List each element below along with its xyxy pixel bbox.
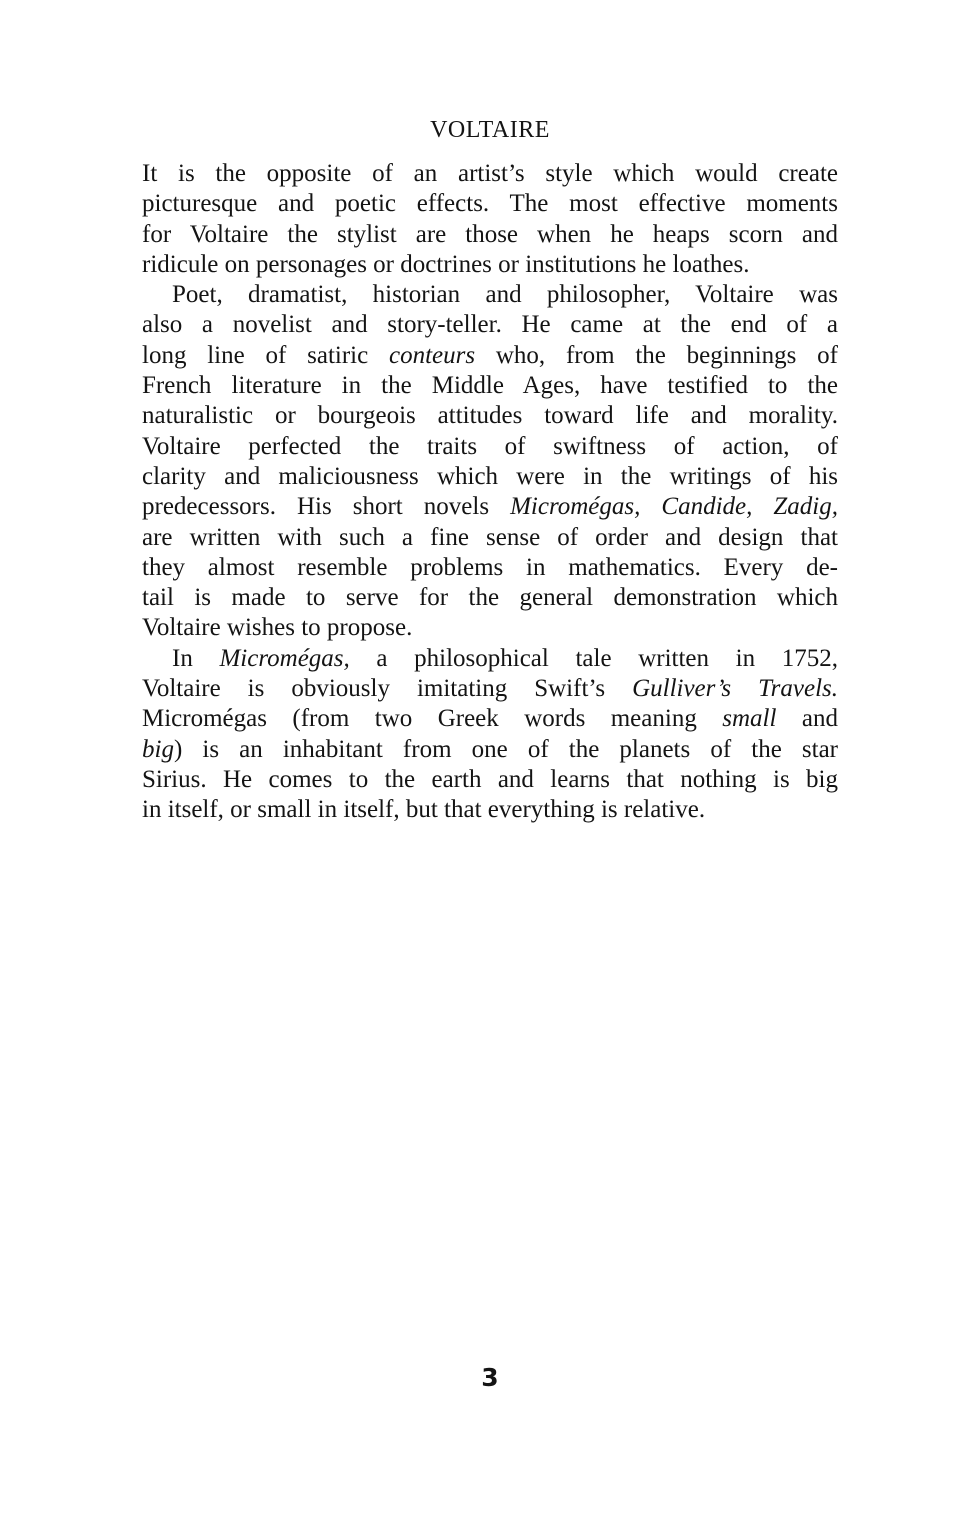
text-run: predecessors. His short novels bbox=[142, 493, 511, 521]
text-line bbox=[142, 159, 838, 189]
text-line bbox=[142, 310, 838, 340]
text-run: and bbox=[776, 705, 838, 733]
text-line bbox=[142, 583, 838, 613]
text-run: long line of satiric bbox=[142, 341, 389, 369]
text-line bbox=[142, 492, 838, 522]
text-run: picturesque and poetic effects. The most effective moments bbox=[142, 190, 838, 218]
text-run: Voltaire is obviously imitating Swift’s bbox=[142, 675, 633, 703]
text-run: It is the opposite of an artist’s style which would create bbox=[142, 160, 838, 187]
text-run: Micromégas (from two Greek words meaning bbox=[142, 705, 723, 733]
text-run: also a novelist and story-teller. He came at the end of a bbox=[142, 311, 838, 339]
text-run: they almost resemble problems in mathematics. Every de- bbox=[142, 553, 838, 581]
text-run: Sirius. He comes to the earth and learns that nothing is big bbox=[142, 765, 838, 793]
text-line bbox=[142, 280, 838, 310]
text-run: Poet, dramatist, historian and philosopher, Voltaire was bbox=[172, 281, 838, 309]
text-run: clarity and maliciousness which were in the writings of his bbox=[142, 462, 838, 490]
text-line bbox=[142, 644, 838, 674]
italic-text: Micromégas, bbox=[219, 644, 350, 672]
text-line bbox=[142, 220, 838, 250]
text-line bbox=[142, 462, 838, 492]
text-line bbox=[142, 674, 838, 704]
text-run: are written with such a fine sense of order and design that bbox=[142, 523, 838, 551]
text-run: for Voltaire the stylist are those when he heaps scorn and bbox=[142, 220, 838, 248]
text-line bbox=[142, 553, 838, 583]
text-run: tail is made to serve for the general demonstration which bbox=[142, 584, 838, 612]
text-line bbox=[142, 795, 838, 825]
text-run: In bbox=[172, 644, 220, 672]
text-run: who, from the beginnings of bbox=[475, 341, 839, 369]
text-run: in itself, or small in itself, but that everything is relative. bbox=[142, 796, 706, 824]
text-line bbox=[142, 189, 838, 219]
text-line bbox=[142, 371, 838, 401]
text-line bbox=[142, 250, 838, 280]
text-line bbox=[142, 523, 838, 553]
running-head: VOLTAIRE bbox=[430, 117, 550, 143]
text-run: naturalistic or bourgeois attitudes toward life and morality. bbox=[142, 402, 838, 430]
italic-text: conteurs bbox=[388, 341, 476, 369]
italic-text: Gulliver’s Travels. bbox=[632, 675, 838, 703]
text-line bbox=[142, 401, 838, 431]
text-line bbox=[142, 613, 838, 643]
text-line bbox=[142, 735, 838, 765]
text-run: ) is an inhabitant from one of the planets of the star bbox=[173, 735, 838, 763]
text-run: a philosophical tale written in 1752, bbox=[349, 644, 838, 672]
text-run: Voltaire perfected the traits of swiftness of action, of bbox=[142, 432, 838, 460]
body-text bbox=[142, 159, 838, 826]
text-line bbox=[142, 341, 838, 371]
italic-text: Micromégas, Candide, Zadig, bbox=[510, 493, 838, 521]
text-line bbox=[142, 765, 838, 795]
italic-text: small bbox=[722, 705, 777, 733]
text-run: French literature in the Middle Ages, have testified to the bbox=[142, 372, 838, 400]
text-run: ridicule on personages or doctrines or institutions he loathes. bbox=[142, 250, 750, 278]
text-line bbox=[142, 432, 838, 462]
text-line bbox=[142, 704, 838, 734]
italic-text: big bbox=[142, 735, 174, 763]
page-number: 3 bbox=[481, 1363, 499, 1392]
text-run: Voltaire wishes to propose. bbox=[142, 614, 413, 642]
